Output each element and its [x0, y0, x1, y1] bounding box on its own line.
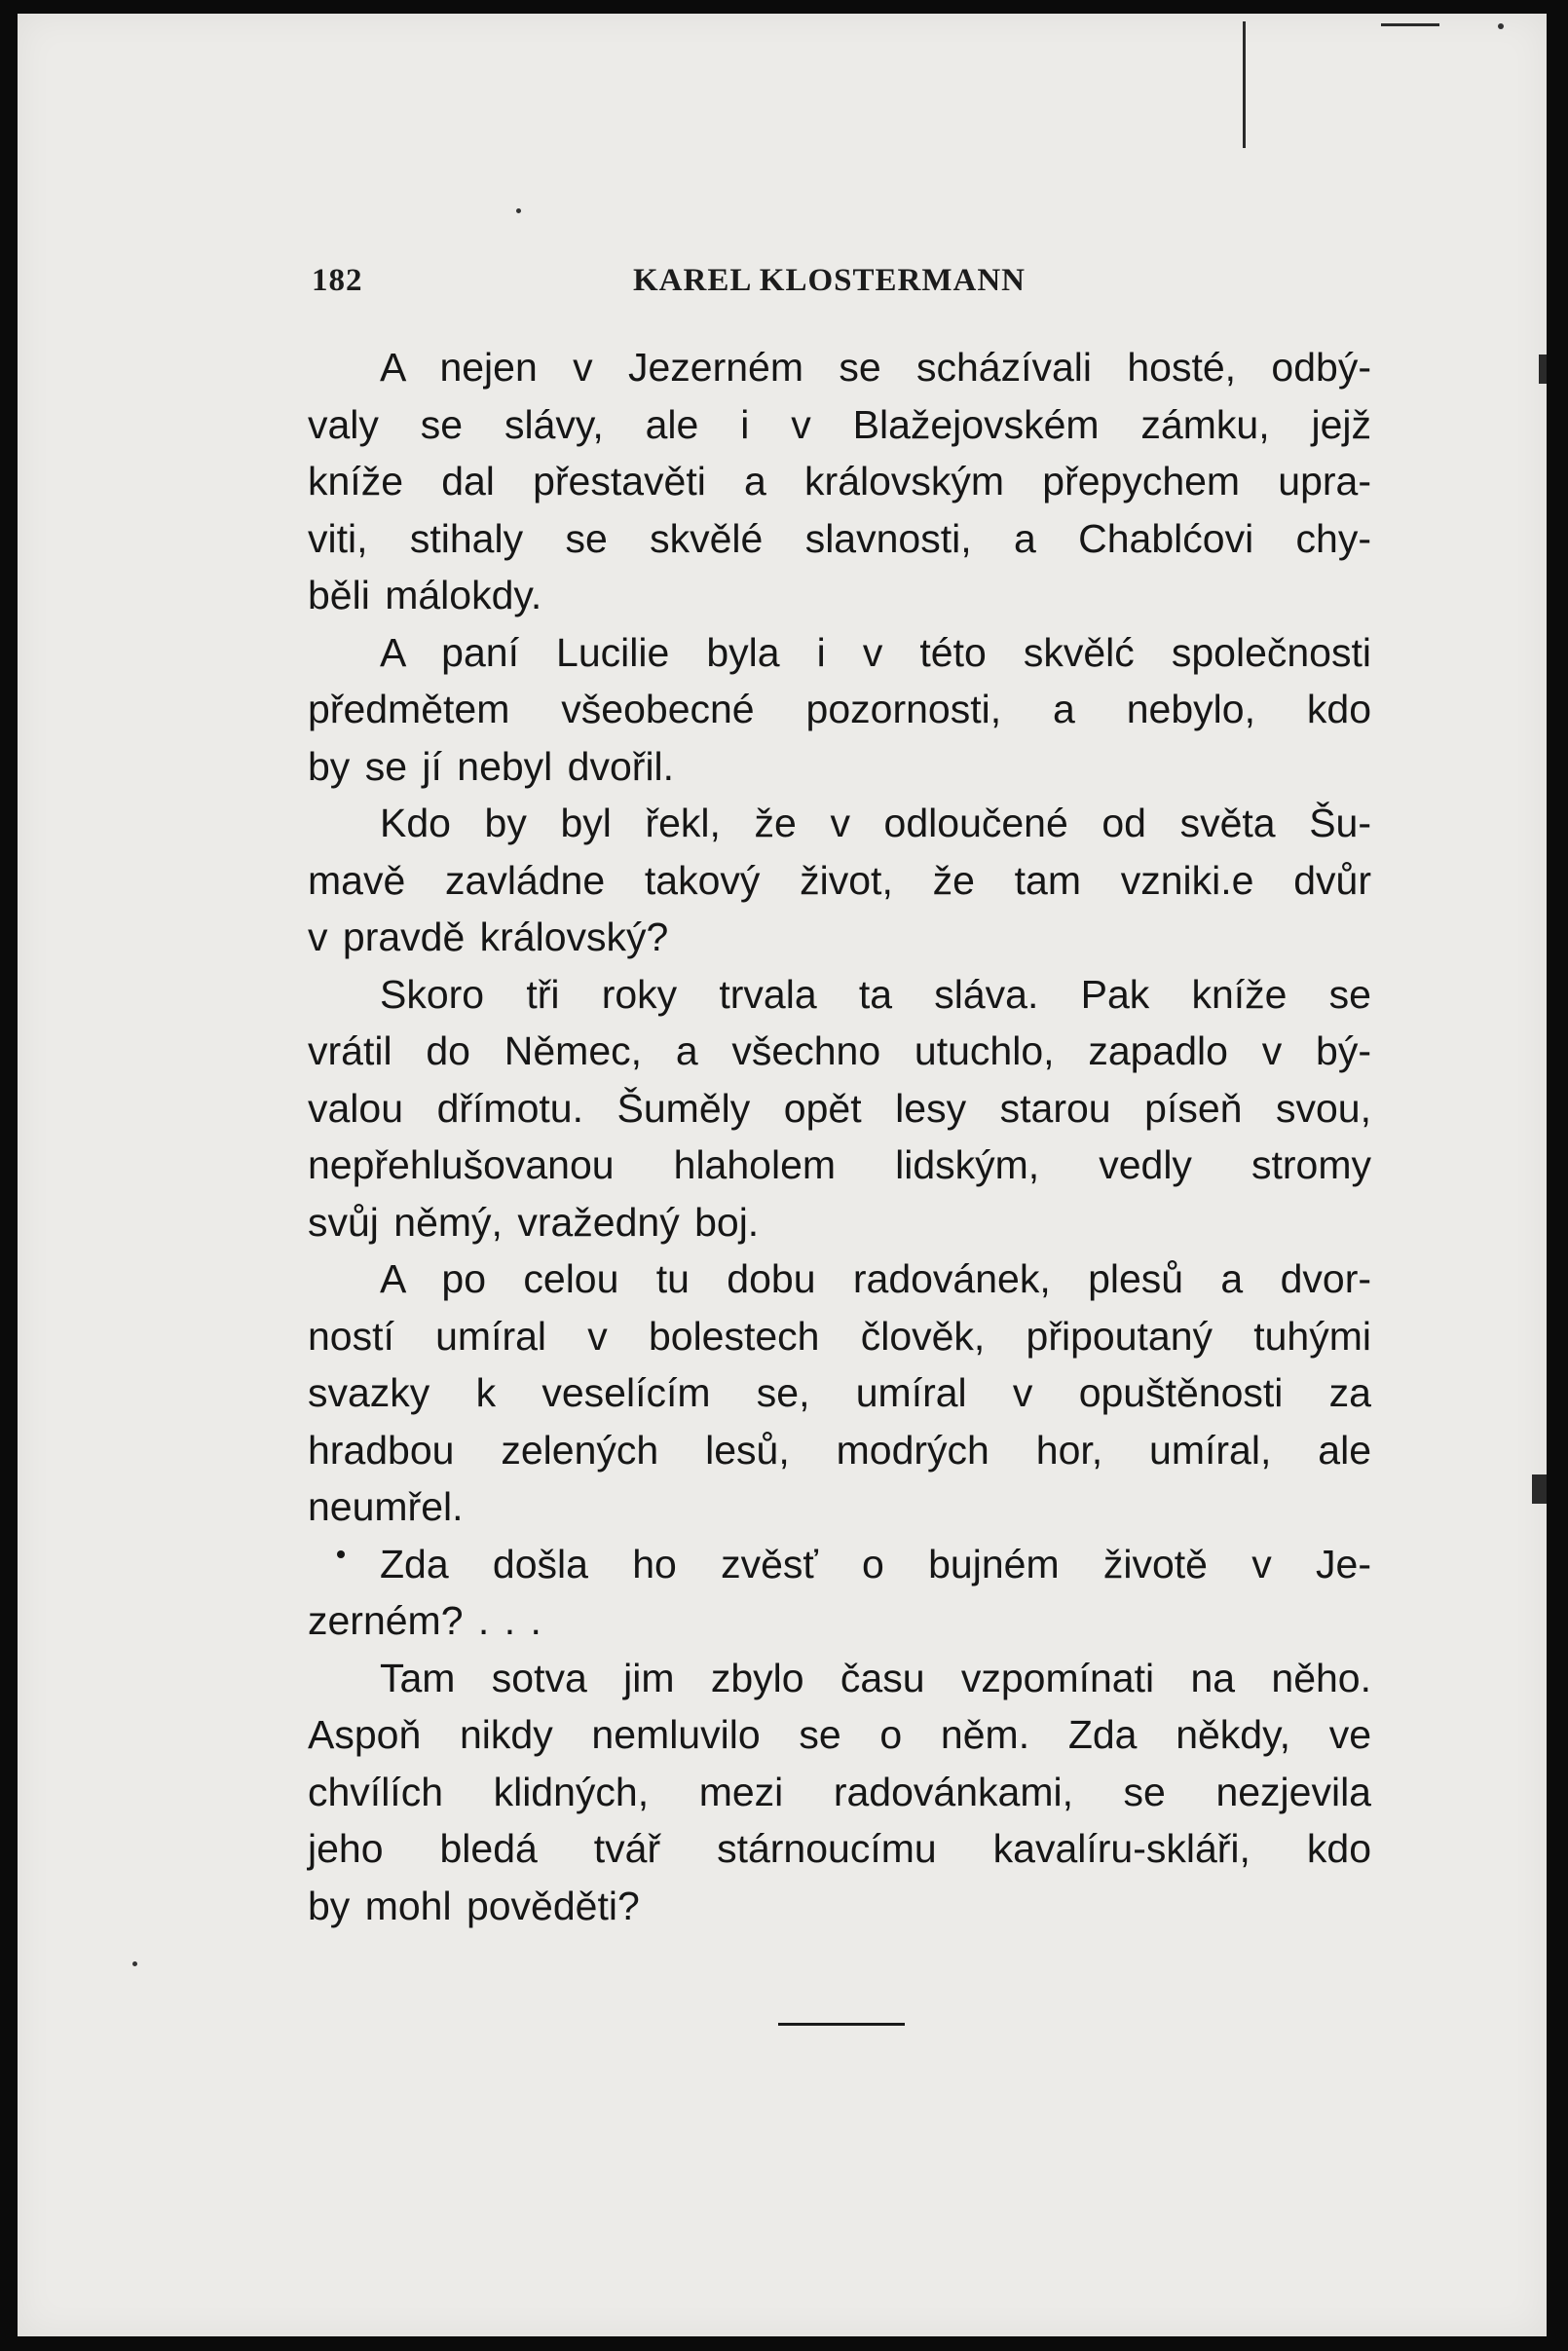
text-line: A nejen v Jezerném se scházívali hosté, odbý-: [380, 345, 1371, 390]
text-line: zerném? . . .: [308, 1598, 541, 1643]
text-line: Zda došla ho zvěsť o bujném životě v Je-: [380, 1541, 1371, 1586]
scan-artifact: [1381, 23, 1439, 26]
body-text: [308, 339, 1371, 1934]
text-line: ností umíral v bolestech člověk, připoutaný tuhými: [308, 1313, 1371, 1359]
text-line: valou dřímotu. Šuměly opět lesy starou píseň svou,: [308, 1085, 1371, 1131]
text-line: v pravdě královský?: [308, 914, 669, 959]
text-line: Kdo by byl řekl, že v odloučené od světa Šu-: [380, 801, 1371, 845]
running-head: KAREL KLOSTERMANN: [633, 263, 1026, 298]
text-line: mavě zavládne takový život, že tam vzniki.e dvůr: [308, 857, 1371, 903]
text-line: nepřehlušovanou hlaholem lidským, vedly stromy: [308, 1142, 1371, 1187]
text-line: viti, stihaly se skvělé slavnosti, a Chablćovi chy-: [308, 515, 1371, 561]
text-line: hradbou zelených lesů, modrých hor, umíral, ale: [308, 1427, 1371, 1473]
text-line: A paní Lucilie byla i v této skvělć společnosti: [380, 629, 1371, 675]
text-line: svazky k veselícím se, umíral v opuštěnosti za: [308, 1370, 1371, 1415]
book-page: [18, 14, 1547, 2336]
scan-artifact: [1539, 355, 1547, 384]
text-line: jeho bledá tvář stárnoucímu kavalíru-skláři, kdo: [308, 1826, 1371, 1871]
scan-speck: [132, 1961, 137, 1966]
text-line: by se jí nebyl dvořil.: [308, 743, 675, 789]
text-line: běli málokdy.: [308, 573, 542, 617]
scan-speck: [1498, 23, 1504, 29]
text-line: valy se slávy, ale i v Blažejovském zámku, jejž: [308, 401, 1371, 447]
text-line: kníže dal přestavěti a královským přepychem upra-: [308, 459, 1371, 504]
page-number: 182: [312, 263, 363, 298]
text-line: svůj němý, vražedný boj.: [308, 1199, 760, 1245]
page-header: [312, 247, 1042, 306]
text-line: Skoro tři roky trvala ta sláva. Pak kníže se: [380, 971, 1371, 1017]
text-line: vrátil do Němec, a všechno utuchlo, zapadlo v bý-: [308, 1028, 1371, 1073]
scan-artifact: [1532, 1474, 1547, 1504]
text-line: A po celou tu dobu radovánek, plesů a dvor-: [380, 1256, 1371, 1301]
stray-bullet-mark: [337, 1550, 345, 1558]
text-line: by mohl pověděti?: [308, 1883, 640, 1928]
text-line: chvílích klidných, mezi radovánkami, se nezjevila: [308, 1769, 1371, 1814]
text-line: neumřel.: [308, 1484, 464, 1529]
text-line: předmětem všeobecné pozornosti, a nebylo, kdo: [308, 687, 1371, 731]
text-line: Aspoň nikdy nemluvilo se o něm. Zda někdy, ve: [308, 1712, 1371, 1757]
scan-artifact: [1243, 21, 1246, 148]
closing-rule: [778, 2023, 905, 2026]
text-line: Tam sotva jim zbylo času vzpomínati na něho.: [380, 1655, 1371, 1700]
scan-speck: [516, 208, 521, 213]
